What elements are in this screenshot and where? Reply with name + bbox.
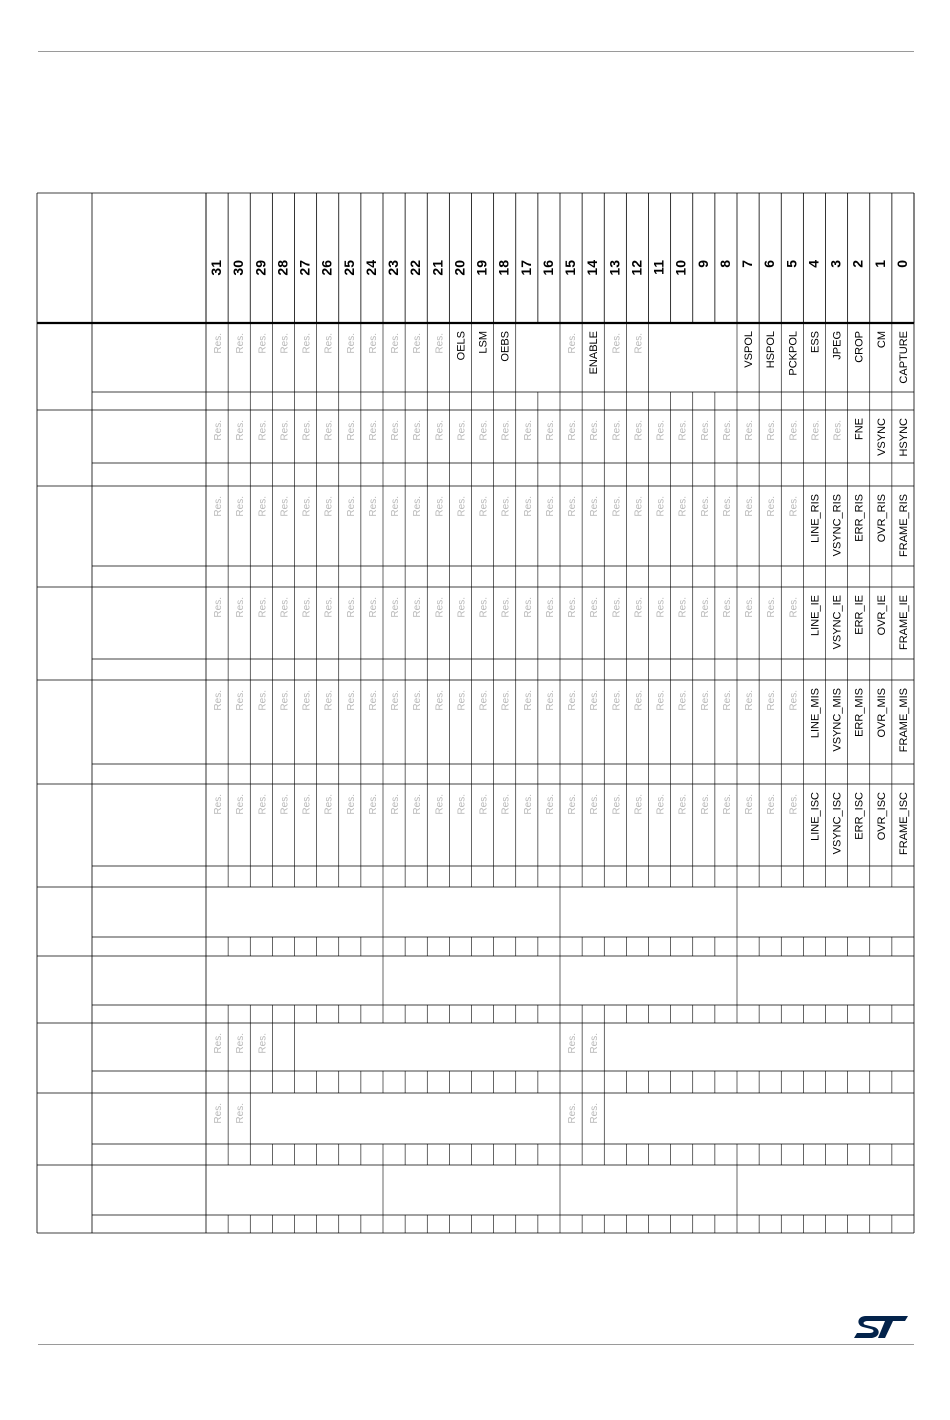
bit-number-label: 22 xyxy=(407,260,424,276)
reserved-bit-label: Res. xyxy=(500,794,512,815)
reserved-bit-label: Res. xyxy=(766,690,778,711)
reserved-bit-label: Res. xyxy=(677,597,689,618)
reserved-bit-label: Res. xyxy=(721,420,733,441)
reserved-bit-label: Res. xyxy=(456,794,468,815)
reserved-bit-label: Res. xyxy=(567,794,579,815)
reserved-bit-label: Res. xyxy=(301,690,313,711)
bit-field-label: FRAME_RIS xyxy=(897,494,910,557)
reserved-bit-label: Res. xyxy=(412,597,424,618)
bit-field-label: OVR_IE xyxy=(875,595,888,636)
bit-number-label: 31 xyxy=(208,260,225,276)
reserved-bit-label: Res. xyxy=(478,420,490,441)
bit-field-label: VSYNC xyxy=(875,418,888,456)
reserved-bit-label: Res. xyxy=(633,794,645,815)
bit-field-label: LINE_MIS xyxy=(809,688,822,739)
reserved-bit-label: Res. xyxy=(235,597,247,618)
reserved-bit-label: Res. xyxy=(390,690,402,711)
reserved-bit-label: Res. xyxy=(213,1033,225,1054)
reserved-bit-label: Res. xyxy=(213,597,225,618)
bit-field-label: VSYNC_RIS xyxy=(831,494,844,557)
reserved-bit-label: Res. xyxy=(279,333,291,354)
bit-field-label: ENABLE xyxy=(588,331,601,375)
reserved-bit-label: Res. xyxy=(257,794,269,815)
reserved-bit-label: Res. xyxy=(323,333,335,354)
reserved-bit-label: Res. xyxy=(522,420,534,441)
reserved-bit-label: Res. xyxy=(390,496,402,517)
reserved-bit-label: Res. xyxy=(721,597,733,618)
reserved-bit-label: Res. xyxy=(500,420,512,441)
reserved-bit-label: Res. xyxy=(412,496,424,517)
reserved-bit-label: Res. xyxy=(788,597,800,618)
reserved-bit-label: Res. xyxy=(633,690,645,711)
bit-field-label: OVR_RIS xyxy=(875,494,888,543)
reserved-bit-label: Res. xyxy=(367,333,379,354)
reserved-bit-label: Res. xyxy=(633,333,645,354)
bit-number-label: 21 xyxy=(429,260,446,276)
bit-number-label: 17 xyxy=(517,260,534,276)
reserved-bit-label: Res. xyxy=(390,794,402,815)
reserved-bit-label: Res. xyxy=(655,794,667,815)
reserved-bit-label: Res. xyxy=(279,690,291,711)
reserved-bit-label: Res. xyxy=(677,420,689,441)
reserved-bit-label: Res. xyxy=(390,333,402,354)
reserved-bit-label: Res. xyxy=(301,333,313,354)
bit-number-label: 0 xyxy=(893,260,910,268)
bit-field-label: FNE xyxy=(853,418,866,440)
bit-field-label: OVR_ISC xyxy=(875,792,888,841)
bit-number-label: 2 xyxy=(849,260,866,268)
reserved-bit-label: Res. xyxy=(567,496,579,517)
reserved-bit-label: Res. xyxy=(213,1103,225,1124)
reserved-bit-label: Res. xyxy=(766,420,778,441)
reserved-bit-label: Res. xyxy=(611,597,623,618)
reserved-bit-label: Res. xyxy=(544,690,556,711)
bit-number-label: 13 xyxy=(606,260,623,276)
reserved-bit-label: Res. xyxy=(434,496,446,517)
reserved-bit-label: Res. xyxy=(235,333,247,354)
reserved-bit-label: Res. xyxy=(721,690,733,711)
reserved-bit-label: Res. xyxy=(500,496,512,517)
bit-number-label: 11 xyxy=(650,260,667,275)
reserved-bit-label: Res. xyxy=(522,794,534,815)
bit-number-label: 29 xyxy=(252,260,269,276)
bit-number-label: 1 xyxy=(871,260,888,268)
bit-field-label: ESS xyxy=(809,331,822,354)
reserved-bit-label: Res. xyxy=(589,794,601,815)
reserved-bit-label: Res. xyxy=(301,597,313,618)
reserved-bit-label: Res. xyxy=(721,496,733,517)
bit-field-label: ERR_ISC xyxy=(853,792,866,840)
bit-field-label: LINE_RIS xyxy=(809,494,822,543)
reserved-bit-label: Res. xyxy=(766,794,778,815)
reserved-bit-label: Res. xyxy=(345,794,357,815)
reserved-bit-label: Res. xyxy=(699,597,711,618)
reserved-bit-label: Res. xyxy=(257,597,269,618)
reserved-bit-label: Res. xyxy=(301,496,313,517)
reserved-bit-label: Res. xyxy=(279,794,291,815)
reserved-bit-label: Res. xyxy=(412,794,424,815)
bit-field-label: LINE_ISC xyxy=(809,792,822,841)
bit-number-label: 4 xyxy=(805,260,822,268)
bit-number-label: 5 xyxy=(783,260,800,268)
bit-number-label: 8 xyxy=(716,260,733,268)
reserved-bit-label: Res. xyxy=(434,690,446,711)
reserved-bit-label: Res. xyxy=(677,690,689,711)
reserved-bit-label: Res. xyxy=(677,794,689,815)
bit-field-label: JPEG xyxy=(831,331,844,360)
reserved-bit-label: Res. xyxy=(744,597,756,618)
reserved-bit-label: Res. xyxy=(589,690,601,711)
reserved-bit-label: Res. xyxy=(434,333,446,354)
bit-number-label: 27 xyxy=(296,260,313,276)
reserved-bit-label: Res. xyxy=(390,597,402,618)
bit-field-label: OVR_MIS xyxy=(875,688,888,738)
bit-number-label: 3 xyxy=(827,260,844,268)
reserved-bit-label: Res. xyxy=(544,794,556,815)
reserved-bit-label: Res. xyxy=(567,1103,579,1124)
reserved-bit-label: Res. xyxy=(279,496,291,517)
reserved-bit-label: Res. xyxy=(323,496,335,517)
bit-number-label: 7 xyxy=(739,260,756,268)
reserved-bit-label: Res. xyxy=(257,420,269,441)
reserved-bit-label: Res. xyxy=(744,794,756,815)
reserved-bit-label: Res. xyxy=(412,690,424,711)
reserved-bit-label: Res. xyxy=(257,496,269,517)
bit-number-label: 30 xyxy=(230,260,247,276)
reserved-bit-label: Res. xyxy=(589,1033,601,1054)
reserved-bit-label: Res. xyxy=(367,690,379,711)
reserved-bit-label: Res. xyxy=(567,333,579,354)
bit-number-label: 19 xyxy=(473,260,490,276)
reserved-bit-label: Res. xyxy=(611,794,623,815)
reserved-bit-label: Res. xyxy=(655,690,667,711)
reserved-bit-label: Res. xyxy=(611,496,623,517)
reserved-bit-label: Res. xyxy=(832,420,844,441)
reserved-bit-label: Res. xyxy=(323,597,335,618)
bit-field-label: PCKPOL xyxy=(787,331,800,376)
bit-number-label: 14 xyxy=(584,260,601,276)
reserved-bit-label: Res. xyxy=(744,690,756,711)
reserved-bit-label: Res. xyxy=(655,420,667,441)
reserved-bit-label: Res. xyxy=(456,690,468,711)
reserved-bit-label: Res. xyxy=(522,496,534,517)
bit-field-label: HSPOL xyxy=(765,331,778,369)
reserved-bit-label: Res. xyxy=(367,597,379,618)
bit-field-label: FRAME_ISC xyxy=(897,792,910,855)
reserved-bit-label: Res. xyxy=(235,420,247,441)
reserved-bit-label: Res. xyxy=(257,333,269,354)
reserved-bit-label: Res. xyxy=(412,420,424,441)
reserved-bit-label: Res. xyxy=(213,794,225,815)
reserved-bit-label: Res. xyxy=(456,420,468,441)
reserved-bit-label: Res. xyxy=(301,420,313,441)
reserved-bit-label: Res. xyxy=(611,420,623,441)
bit-number-label: 10 xyxy=(672,260,689,276)
bit-number-label: 20 xyxy=(451,260,468,276)
reserved-bit-label: Res. xyxy=(301,794,313,815)
reserved-bit-label: Res. xyxy=(788,420,800,441)
reserved-bit-label: Res. xyxy=(456,496,468,517)
reserved-bit-label: Res. xyxy=(434,597,446,618)
reserved-bit-label: Res. xyxy=(567,420,579,441)
reserved-bit-label: Res. xyxy=(390,420,402,441)
reserved-bit-label: Res. xyxy=(788,794,800,815)
bit-number-label: 23 xyxy=(385,260,402,276)
reserved-bit-label: Res. xyxy=(323,420,335,441)
bit-number-label: 25 xyxy=(340,260,357,276)
reserved-bit-label: Res. xyxy=(434,420,446,441)
reserved-bit-label: Res. xyxy=(522,690,534,711)
reserved-bit-label: Res. xyxy=(367,794,379,815)
reserved-bit-label: Res. xyxy=(744,420,756,441)
reserved-bit-label: Res. xyxy=(279,597,291,618)
bit-field-label: FRAME_MIS xyxy=(897,688,910,753)
bit-number-label: 26 xyxy=(318,260,335,276)
bit-field-label: OEBS xyxy=(499,331,512,362)
reserved-bit-label: Res. xyxy=(345,597,357,618)
reserved-bit-label: Res. xyxy=(567,597,579,618)
reserved-bit-label: Res. xyxy=(478,794,490,815)
bit-field-label: OELS xyxy=(455,331,468,361)
reserved-bit-label: Res. xyxy=(345,496,357,517)
reserved-bit-label: Res. xyxy=(744,496,756,517)
reserved-bit-label: Res. xyxy=(323,794,335,815)
reserved-bit-label: Res. xyxy=(611,333,623,354)
reserved-bit-label: Res. xyxy=(235,1033,247,1054)
bit-number-label: 16 xyxy=(539,260,556,276)
reserved-bit-label: Res. xyxy=(655,597,667,618)
reserved-bit-label: Res. xyxy=(478,690,490,711)
bit-number-label: 6 xyxy=(761,260,778,268)
reserved-bit-label: Res. xyxy=(788,690,800,711)
bit-number-label: 18 xyxy=(495,260,512,276)
reserved-bit-label: Res. xyxy=(235,1103,247,1124)
bit-field-label: LSM xyxy=(477,331,490,354)
reserved-bit-label: Res. xyxy=(810,420,822,441)
reserved-bit-label: Res. xyxy=(699,690,711,711)
bit-field-label: ERR_MIS xyxy=(853,688,866,737)
bit-number-label: 24 xyxy=(362,260,379,276)
reserved-bit-label: Res. xyxy=(633,496,645,517)
reserved-bit-label: Res. xyxy=(633,420,645,441)
st-logo xyxy=(852,1314,910,1340)
bit-number-label: 15 xyxy=(562,260,579,276)
bit-field-label: VSYNC_IE xyxy=(831,595,844,650)
reserved-bit-label: Res. xyxy=(367,496,379,517)
reserved-bit-label: Res. xyxy=(456,597,468,618)
bit-field-label: FRAME_IE xyxy=(897,595,910,651)
bit-field-label: ERR_RIS xyxy=(853,494,866,542)
reserved-bit-label: Res. xyxy=(412,333,424,354)
reserved-bit-label: Res. xyxy=(589,1103,601,1124)
reserved-bit-label: Res. xyxy=(345,333,357,354)
reserved-bit-label: Res. xyxy=(567,1033,579,1054)
bit-field-label: VSPOL xyxy=(743,331,756,368)
reserved-bit-label: Res. xyxy=(699,794,711,815)
reserved-bit-label: Res. xyxy=(279,420,291,441)
reserved-bit-label: Res. xyxy=(257,690,269,711)
reserved-bit-label: Res. xyxy=(478,597,490,618)
reserved-bit-label: Res. xyxy=(611,690,623,711)
reserved-bit-label: Res. xyxy=(345,420,357,441)
reserved-bit-label: Res. xyxy=(699,420,711,441)
reserved-bit-label: Res. xyxy=(235,690,247,711)
bit-field-label: VSYNC_ISC xyxy=(831,792,844,855)
reserved-bit-label: Res. xyxy=(655,496,667,517)
reserved-bit-label: Res. xyxy=(434,794,446,815)
bit-field-label: VSYNC_MIS xyxy=(831,688,844,752)
reserved-bit-label: Res. xyxy=(213,496,225,517)
reserved-bit-label: Res. xyxy=(522,597,534,618)
reserved-bit-label: Res. xyxy=(500,597,512,618)
reserved-bit-label: Res. xyxy=(323,690,335,711)
reserved-bit-label: Res. xyxy=(235,794,247,815)
bit-field-label: ERR_IE xyxy=(853,595,866,635)
bit-number-label: 12 xyxy=(628,260,645,276)
reserved-bit-label: Res. xyxy=(589,597,601,618)
bit-field-label: HSYNC xyxy=(897,418,910,457)
reserved-bit-label: Res. xyxy=(766,496,778,517)
reserved-bit-label: Res. xyxy=(721,794,733,815)
reserved-bit-label: Res. xyxy=(788,496,800,517)
reserved-bit-label: Res. xyxy=(500,690,512,711)
reserved-bit-label: Res. xyxy=(677,496,689,517)
reserved-bit-label: Res. xyxy=(589,420,601,441)
bit-field-label: CROP xyxy=(853,331,866,363)
footer-rule xyxy=(38,1344,914,1345)
reserved-bit-label: Res. xyxy=(544,420,556,441)
reserved-bit-label: Res. xyxy=(213,333,225,354)
bit-number-label: 28 xyxy=(274,260,291,276)
reserved-bit-label: Res. xyxy=(766,597,778,618)
reserved-bit-label: Res. xyxy=(699,496,711,517)
reserved-bit-label: Res. xyxy=(478,496,490,517)
reserved-bit-label: Res. xyxy=(589,496,601,517)
reserved-bit-label: Res. xyxy=(345,690,357,711)
reserved-bit-label: Res. xyxy=(213,690,225,711)
bit-field-label: CM xyxy=(875,331,888,349)
reserved-bit-label: Res. xyxy=(544,597,556,618)
bit-field-label: LINE_IE xyxy=(809,595,822,636)
reserved-bit-label: Res. xyxy=(633,597,645,618)
reserved-bit-label: Res. xyxy=(367,420,379,441)
reserved-bit-label: Res. xyxy=(213,420,225,441)
bit-field-label: CAPTURE xyxy=(897,331,910,384)
reserved-bit-label: Res. xyxy=(235,496,247,517)
reserved-bit-label: Res. xyxy=(544,496,556,517)
reserved-bit-label: Res. xyxy=(567,690,579,711)
reserved-bit-label: Res. xyxy=(257,1033,269,1054)
bit-number-label: 9 xyxy=(694,260,711,268)
